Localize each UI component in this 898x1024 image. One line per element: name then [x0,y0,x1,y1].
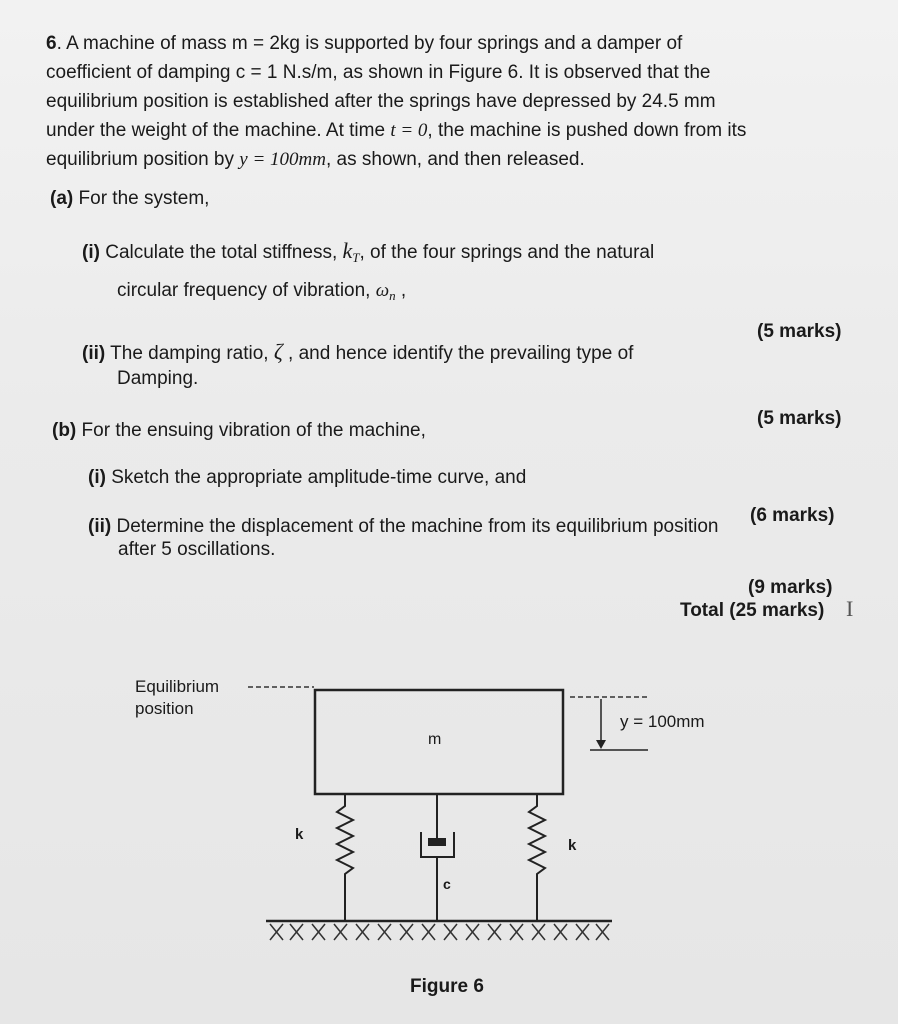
question-line-5: equilibrium position by y = 100mm, as shown, and then released. [46,149,585,170]
part-b-heading: (b) For the ensuing vibration of the machine, [52,420,426,441]
zeta-symbol: ζ [273,339,283,364]
part-a-i-line-2: circular frequency of vibration, $\omega_n$ , [117,280,407,303]
part-a-i-line-1: (i) Calculate the total stiffness, $k_T$, of the four springs and the natural [82,238,655,265]
omega-symbol: $\omega_n$ [375,280,396,303]
left-spring-label: k [295,826,304,843]
left-spring [337,794,353,920]
part-a-heading: (a) For the system, [50,188,210,209]
part-a-ii-marks: (5 marks) [757,408,842,429]
displacement-label: y = 100mm [620,712,705,731]
part-b-ii-line-2: after 5 oscillations. [118,539,276,560]
question-line-2: coefficient of damping c = 1 N.s/m, as shown in Figure 6. It is observed that the [46,62,711,83]
part-a-i-marks: (5 marks) [757,321,842,342]
displacement-equation: y = 100mm [239,149,326,170]
time-equation: t = 0 [390,120,428,141]
equilibrium-label-line-1: Equilibrium [135,677,220,696]
ground-hatching [270,924,609,940]
part-b-i-line: (i) Sketch the appropriate amplitude-time curve, and [88,467,527,488]
part-b-ii-marks: (9 marks) [748,577,833,598]
stiffness-symbol: $k_T$ [342,238,360,265]
right-spring [529,794,545,920]
question-line-1: 6. A machine of mass m = 2kg is supported by four springs and a damper of [46,33,683,54]
text-cursor-icon: I [846,596,854,621]
arrow-head-icon [596,740,606,749]
equilibrium-label-line-2: position [135,699,194,718]
total-marks: Total (25 marks) [680,600,825,621]
right-spring-label: k [568,837,577,854]
question-line-4: under the weight of the machine. At time t = 0, the machine is pushed down from its [46,120,747,141]
figure-caption: Figure 6 [410,976,484,997]
damper-label: c [443,876,451,892]
question-line-3: equilibrium position is established after the springs have depressed by 24.5 mm [46,91,716,112]
question-number: 6 [46,33,57,54]
part-a-ii-line-2: Damping. [117,368,199,389]
part-b-i-marks: (6 marks) [750,505,835,526]
part-a-ii-line-1: (ii) The damping ratio, ζ , and hence identify the prevailing type of [82,339,634,364]
mass-label: m [428,731,442,748]
part-b-ii-line-1: (ii) Determine the displacement of the machine from its equilibrium position [88,516,719,537]
damper-piston [428,838,446,846]
